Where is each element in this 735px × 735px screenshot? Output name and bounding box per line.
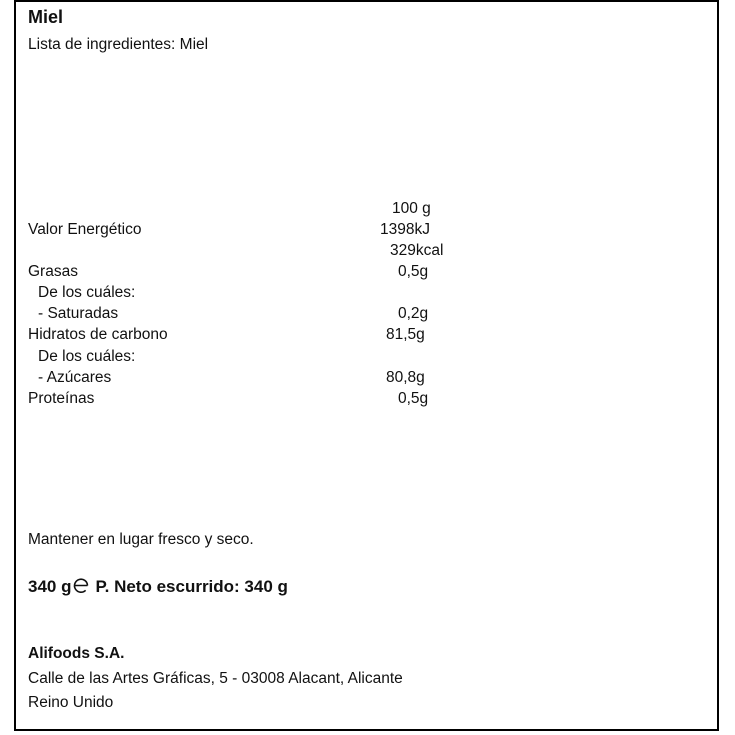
fat-of-which-label: De los cuáles: — [38, 284, 136, 301]
carbs-value: 81,5g — [386, 326, 425, 343]
protein-value: 0,5g — [398, 390, 429, 407]
carbs-label: Hidratos de carbono — [28, 326, 168, 343]
saturated-value: 0,2g — [398, 305, 429, 322]
company-country: Reino Unido — [28, 694, 114, 711]
energy-label: Valor Energético — [28, 221, 142, 238]
ingredients-list: Lista de ingredientes: Miel — [28, 36, 209, 53]
estimated-sign-icon — [72, 576, 91, 600]
net-weight: 340 g — [28, 577, 72, 596]
fat-value: 0,5g — [398, 263, 429, 280]
energy-kcal-value: 329kcal — [390, 242, 444, 259]
company-name: Alifoods S.A. — [28, 645, 125, 662]
fat-label: Grasas — [28, 263, 78, 280]
sugars-value: 80,8g — [386, 369, 425, 386]
saturated-label: - Saturadas — [38, 305, 119, 322]
net-weight-line — [28, 576, 288, 600]
nutrition-header: 100 g — [392, 200, 431, 217]
product-title: Miel — [28, 7, 64, 27]
sugars-label: - Azúcares — [38, 369, 112, 386]
storage-instructions: Mantener en lugar fresco y seco. — [28, 531, 254, 548]
carbs-of-which-label: De los cuáles: — [38, 348, 136, 365]
company-address: Calle de las Artes Gráficas, 5 - 03008 Alacant, Alicante — [28, 670, 403, 687]
product-label — [14, 0, 719, 731]
drained-weight: P. Neto escurrido: 340 g — [95, 577, 288, 596]
energy-kj-value: 1398kJ — [380, 221, 430, 238]
protein-label: Proteínas — [28, 390, 95, 407]
